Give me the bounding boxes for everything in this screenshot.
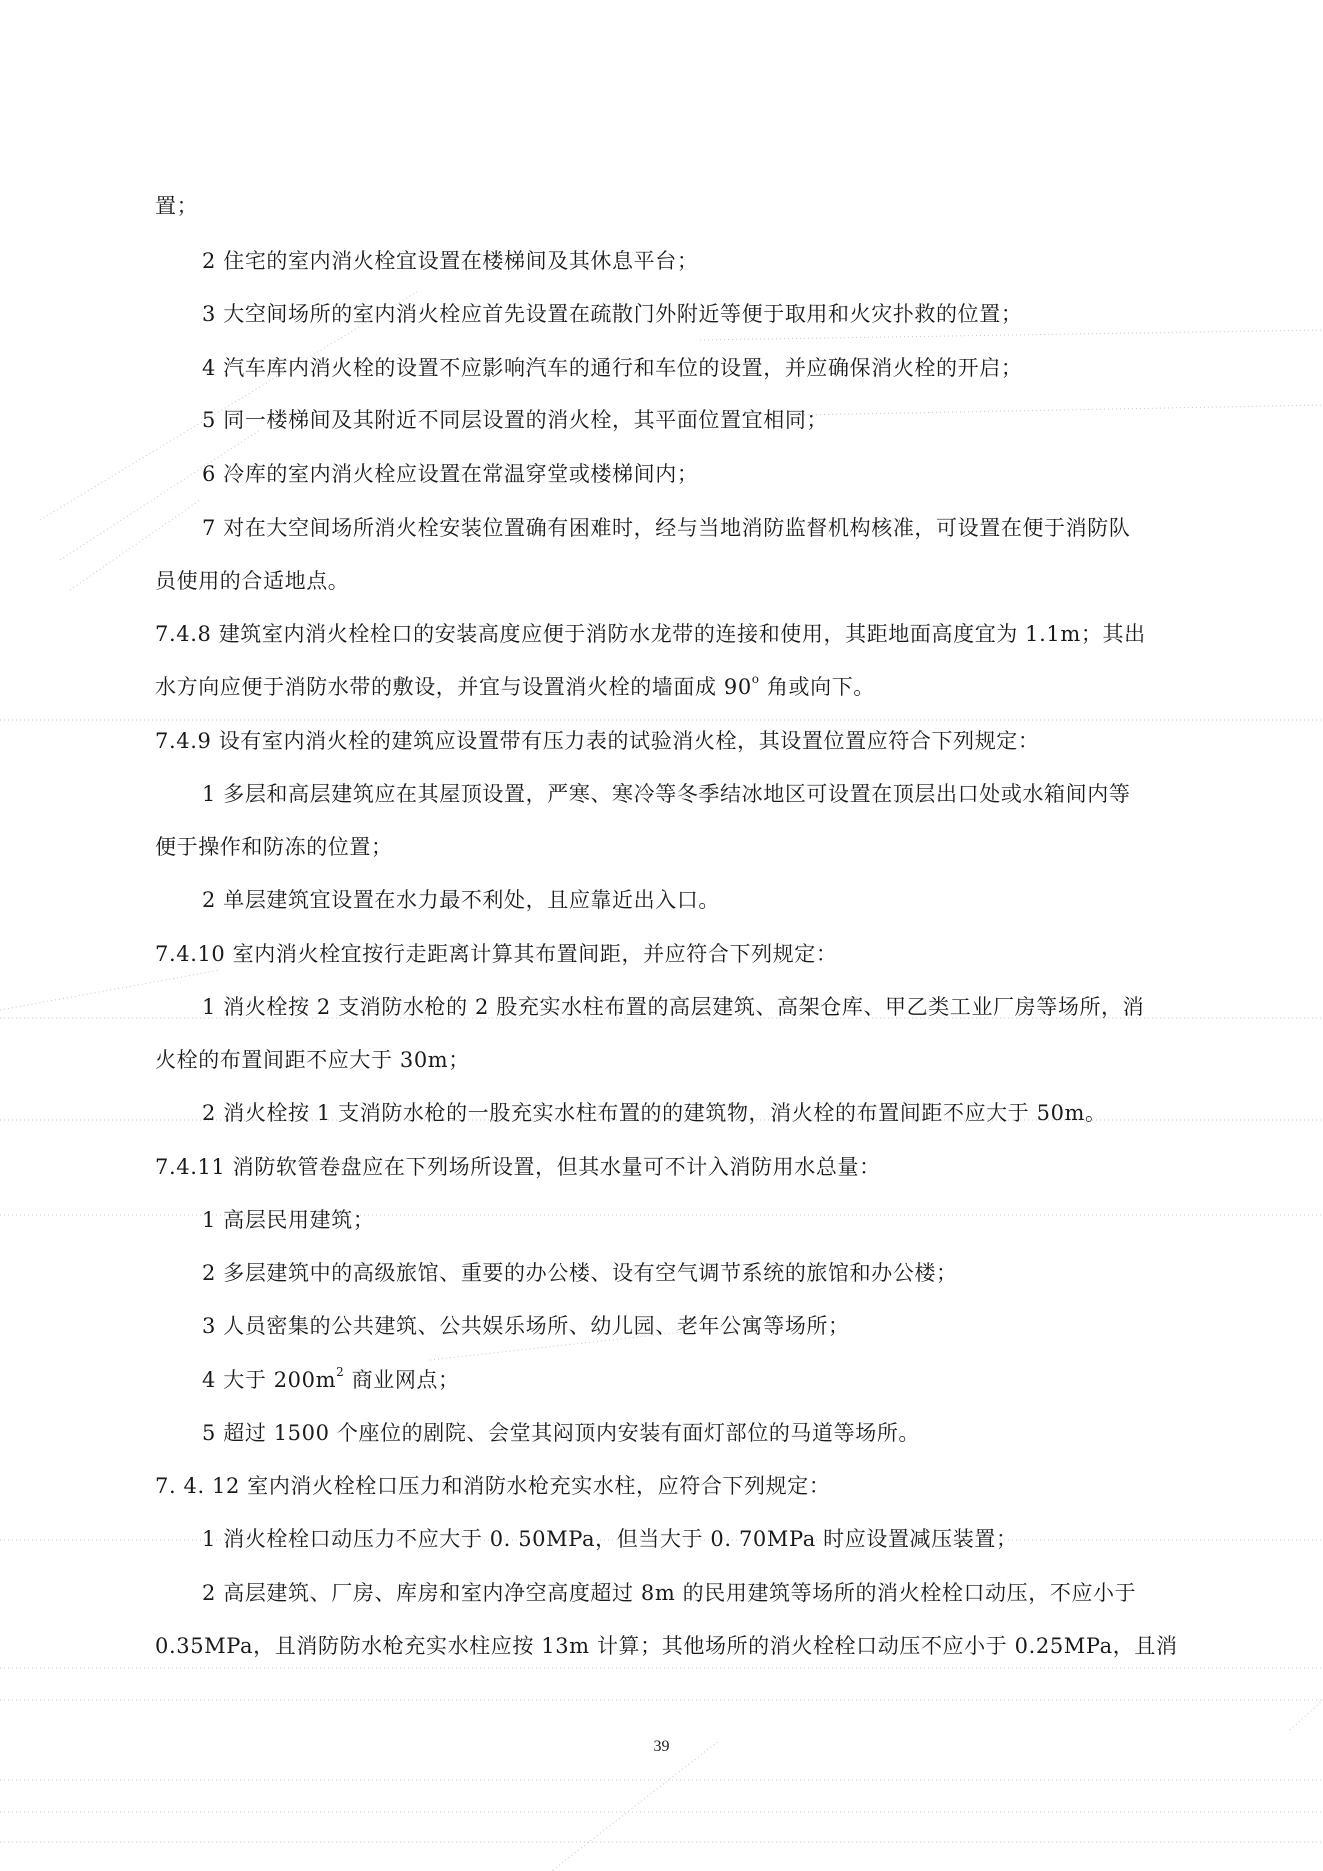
section-heading-7-4-11: 7.4.11 消防软管卷盘应在下列场所设置，但其水量可不计入消防用水总量：	[155, 1155, 881, 1179]
text-line: 2 消火栓按 1 支消防水枪的一股充实水柱布置的的建筑物，消火栓的布置间距不应大于 50m。	[202, 1101, 1107, 1125]
section-heading-7-4-10: 7.4.10 室内消火栓宜按行走距离计算其布置间距，并应符合下列规定：	[155, 942, 838, 966]
text-line: 3 大空间场所的室内消火栓应首先设置在疏散门外附近等便于取用和火灾扑救的位置；	[202, 302, 1023, 326]
text-line	[155, 673, 875, 701]
text-span: 商业网点；	[344, 1368, 460, 1392]
text-line: 便于操作和防冻的位置；	[155, 835, 393, 859]
section-heading-7-4-12: 7. 4. 12 室内消火栓栓口压力和消防水枪充实水柱，应符合下列规定：	[155, 1474, 831, 1498]
text-line: 1 高层民用建筑；	[202, 1208, 375, 1232]
text-span: 4 大于 200m	[202, 1368, 337, 1392]
text-line: 2 住宅的室内消火栓宜设置在楼梯间及其休息平台；	[202, 249, 699, 273]
text-line: 1 消火栓按 2 支消防水枪的 2 股充实水柱布置的高层建筑、高架仓库、甲乙类工业厂房等场所，消	[202, 995, 1145, 1019]
text-line: 置；	[155, 194, 199, 218]
text-line: 火栓的布置间距不应大于 30m；	[155, 1048, 470, 1072]
text-line: 2 多层建筑中的高级旅馆、重要的办公楼、设有空气调节系统的旅馆和办公楼；	[202, 1261, 958, 1285]
text-line: 0.35MPa，且消防防水枪充实水柱应按 13m 计算；其他场所的消火栓栓口动压不应小于 0.25MPa，且消	[155, 1634, 1178, 1658]
page-number: 39	[653, 1738, 670, 1755]
text-line: 2 单层建筑宜设置在水力最不利处，且应靠近出入口。	[202, 888, 721, 912]
text-line: 员使用的合适地点。	[155, 569, 350, 593]
text-line: 7 对在大空间场所消火栓安装位置确有困难时，经与当地消防监督机构核准，可设置在便于消防队	[202, 516, 1131, 540]
superscript: 2	[336, 1365, 345, 1379]
text-line: 2 高层建筑、厂房、库房和室内净空高度超过 8m 的民用建筑等场所的消火栓栓口动压，不应小于	[202, 1581, 1137, 1605]
text-line: 5 同一楼梯间及其附近不同层设置的消火栓，其平面位置宜相同；	[202, 408, 829, 432]
text-line: 6 冷库的室内消火栓应设置在常温穿堂或楼梯间内；	[202, 462, 699, 486]
text-line	[202, 1366, 460, 1394]
section-heading-7-4-8: 7.4.8 建筑室内消火栓栓口的安装高度应便于消防水龙带的连接和使用，其距地面高度宜为 1.1m；其出	[155, 622, 1146, 646]
text-line: 3 人员密集的公共建筑、公共娱乐场所、幼儿园、老年公寓等场所；	[202, 1314, 850, 1338]
text-line: 4 汽车库内消火栓的设置不应影响汽车的通行和车位的设置，并应确保消火栓的开启；	[202, 356, 1023, 380]
text-line: 1 消火栓栓口动压力不应大于 0. 50MPa，但当大于 0. 70MPa 时应设置减压装置；	[202, 1527, 1018, 1551]
text-span: 角或向下。	[759, 675, 875, 699]
text-line: 5 超过 1500 个座位的剧院、会堂其闷顶内安装有面灯部位的马道等场所。	[202, 1421, 921, 1445]
text-span: 水方向应便于消防水带的敷设，并宜与设置消火栓的墙面成 90	[155, 675, 752, 699]
section-heading-7-4-9: 7.4.9 设有室内消火栓的建筑应设置带有压力表的试验消火栓，其设置位置应符合下列规定：	[155, 729, 1040, 753]
superscript: o	[751, 672, 760, 686]
text-line: 1 多层和高层建筑应在其屋顶设置，严寒、寒冷等冬季结冰地区可设置在顶层出口处或水箱间内等	[202, 782, 1131, 806]
